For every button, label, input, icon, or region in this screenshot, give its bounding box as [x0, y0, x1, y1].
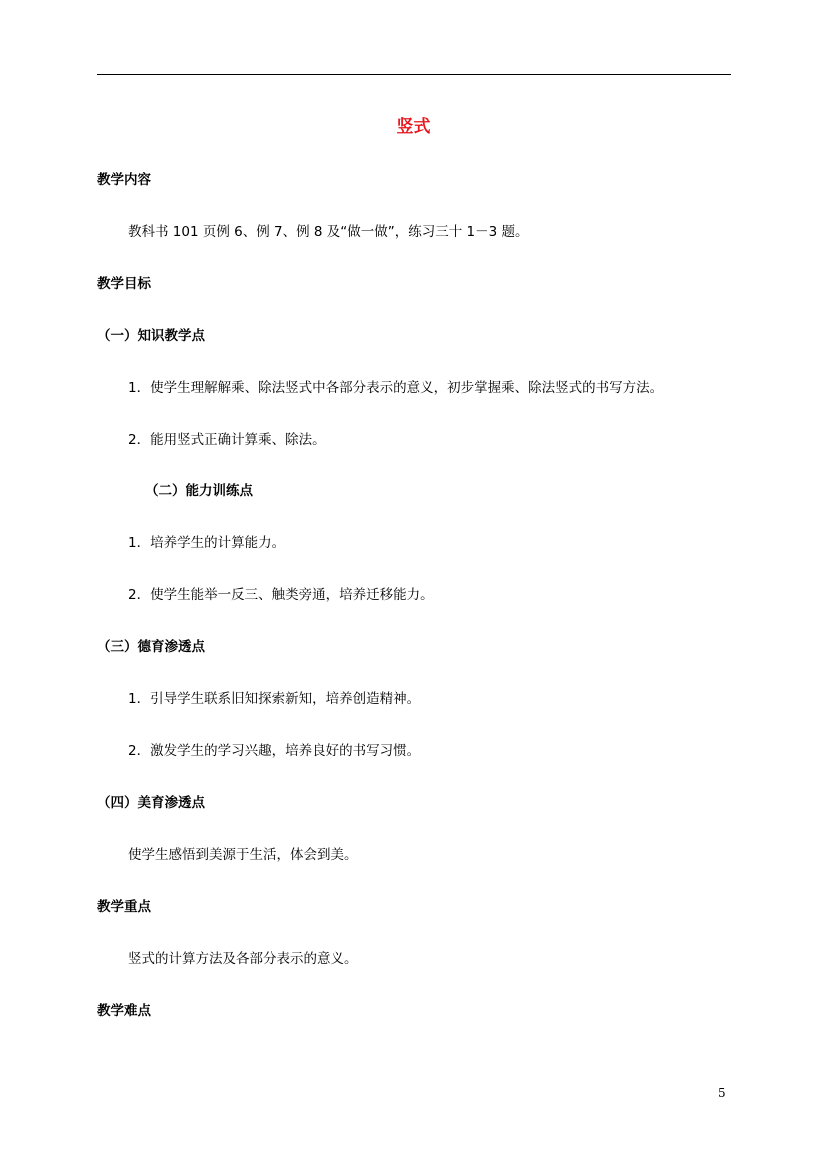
- knowledge-item-2: 2．能用竖式正确计算乘、除法。: [128, 432, 326, 448]
- knowledge-item-1: 1．使学生理解解乘、除法竖式中各部分表示的意义，初步掌握乘、除法竖式的书写方法。: [128, 380, 664, 396]
- difficulty-heading: 教学难点: [97, 1003, 151, 1019]
- header-rule: [97, 74, 731, 75]
- knowledge-heading: （一）知识教学点: [97, 328, 205, 344]
- moral-heading: （三）德育渗透点: [97, 639, 205, 655]
- ability-heading: （二）能力训练点: [145, 483, 253, 499]
- content-text: 教科书 101 页例 6、例 7、例 8 及“做一做”，练习三十 1－3 题。: [128, 224, 529, 240]
- moral-item-1: 1．引导学生联系旧知探索新知，培养创造精神。: [128, 691, 421, 707]
- aesthetic-text: 使学生感悟到美源于生活，体会到美。: [128, 847, 358, 863]
- key-text: 竖式的计算方法及各部分表示的意义。: [128, 951, 358, 967]
- objectives-heading: 教学目标: [97, 276, 151, 292]
- page-number: 5: [718, 1086, 726, 1100]
- key-heading: 教学重点: [97, 899, 151, 915]
- ability-item-2: 2．使学生能举一反三、触类旁通，培养迁移能力。: [128, 587, 434, 603]
- content-heading: 教学内容: [97, 172, 151, 188]
- moral-item-2: 2．激发学生的学习兴趣，培养良好的书写习惯。: [128, 743, 421, 759]
- page-title: 竖式: [396, 117, 431, 137]
- ability-item-1: 1．培养学生的计算能力。: [128, 535, 286, 551]
- aesthetic-heading: （四）美育渗透点: [97, 795, 205, 811]
